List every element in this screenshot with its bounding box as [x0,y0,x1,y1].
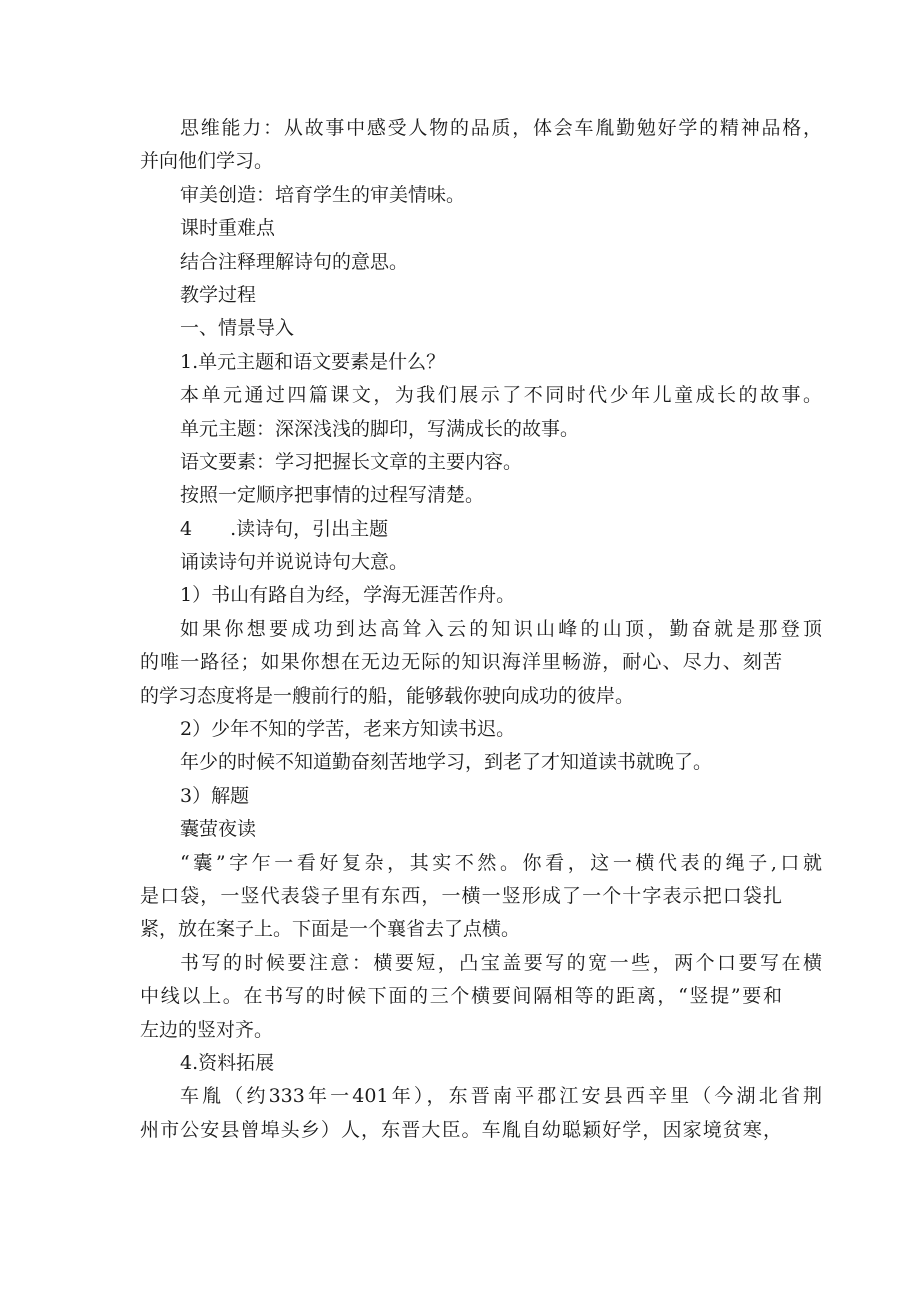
list-number: 4 [180,517,193,540]
paragraph-line: 的唯一路径；如果你想在无边无际的知识海洋里畅游，耐心、尽力、刻苦 [140,651,782,674]
paragraph-line: 是口袋，一竖代表袋子里有东西，一横一竖形成了一个十字表示把口袋扎 [140,884,782,907]
list-item-text: .读诗句，引出主题 [230,517,389,540]
paragraph-line: 本单元通过四篇课文，为我们展示了不同时代少年儿童成长的故事。 [180,384,822,407]
paragraph-line: 年少的时候不知道勤奋刻苦地学习，到老了才知道读书就晚了。 [180,751,713,774]
section-heading: 教学过程 [180,283,257,306]
paragraph-line: 车胤（约333年一401年），东晋南平郡江安县西辛里（今湖北省荆 [180,1085,822,1108]
paragraph-line: 语文要素：学习把握长文章的主要内容。 [180,450,523,473]
section-heading: 一、情景导入 [180,317,295,340]
paragraph-line: “囊”字乍一看好复杂，其实不然。你看，这一横代表的绳子,口就 [180,851,822,874]
list-item-heading: 4.资料拓展 [180,1051,275,1074]
paragraph-line: 书写的时候要注意：横要短，凸宝盖要写的宽一些，两个口要写在横 [180,951,822,974]
subheading: 囊萤夜读 [180,818,257,841]
document-body [140,112,822,1147]
paragraph-line: 思维能力：从故事中感受人物的品质，体会车胤勤勉好学的精神品格， [180,117,822,139]
paragraph-line: 诵读诗句并说说诗句大意。 [180,551,409,574]
poem-line: 1）书山有路自为经，学海无涯苦作舟。 [180,584,516,607]
paragraph-line: 的学习态度将是一艘前行的船，能够载你驶向成功的彼岸。 [140,684,635,707]
paragraph-line: 结合注释理解诗句的意思。 [180,250,409,273]
list-item-heading: 1.单元主题和语文要素是什么？ [180,350,446,373]
paragraph-line: 左边的竖对齐。 [140,1018,274,1041]
paragraph-line: 紧，放在案子上。下面是一个襄省去了点横。 [140,918,521,941]
paragraph-line: 审美创造：培育学生的审美情味。 [180,183,466,206]
section-heading: 课时重难点 [180,217,276,240]
paragraph-line: 并向他们学习。 [140,150,274,173]
paragraph-line: 如果你想要成功到达高耸入云的知识山峰的山顶，勤奋就是那登顶 [180,617,822,640]
paragraph-line: 中线以上。在书写的时候下面的三个横要间隔相等的距离，“竖提”要和 [140,985,782,1008]
paragraph-line: 单元主题：深深浅浅的脚印，写满成长的故事。 [180,417,580,440]
list-item-heading: 3）解题 [180,784,250,807]
paragraph-line: 按照一定顺序把事情的过程写清楚。 [180,484,485,507]
poem-line: 2）少年不知的学苦，老来方知读书迟。 [180,718,516,741]
list-item-heading [140,513,800,546]
paragraph-line: 州市公安县曾埠头乡）人，东晋大臣。车胤自幼聪颖好学，因家境贫寒， [140,1118,782,1141]
